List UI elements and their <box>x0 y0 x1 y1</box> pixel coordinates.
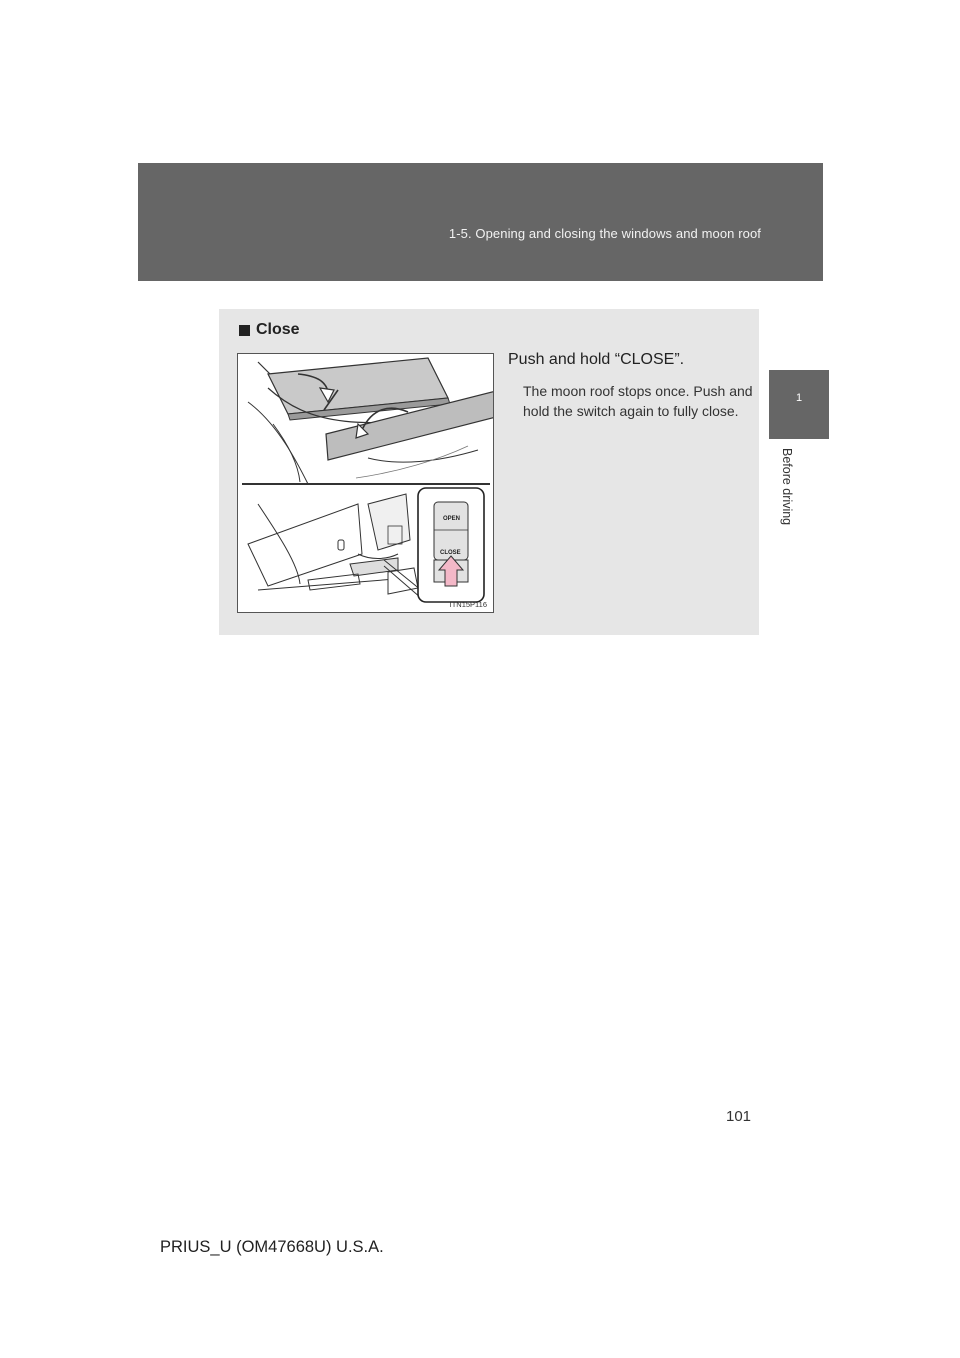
switch-close-label: CLOSE <box>440 550 461 556</box>
section-heading <box>239 321 300 339</box>
figure-code: ITN15P116 <box>449 600 487 609</box>
chapter-tab <box>769 370 829 439</box>
moon-roof-drawing <box>238 354 494 613</box>
switch-open-label: OPEN <box>443 516 461 522</box>
moon-roof-illustration <box>237 353 494 613</box>
chapter-header-bar <box>138 163 823 281</box>
step-instruction: Push and hold “CLOSE”. <box>508 351 685 368</box>
section-heading-text: Close <box>256 321 300 338</box>
page-number: 101 <box>726 1108 752 1125</box>
chapter-side-label-text: Before driving <box>780 448 794 526</box>
chapter-number: 1 <box>795 392 803 404</box>
step-description: The moon roof stops once. Push and hold the switch again to fully close. <box>523 383 753 419</box>
chapter-side-label <box>770 448 804 548</box>
document-footer: PRIUS_U (OM47668U) U.S.A. <box>160 1238 384 1256</box>
chapter-title: 1-5. Opening and closing the windows and moon roof <box>448 226 761 241</box>
close-section-panel <box>219 309 759 635</box>
square-bullet-icon <box>239 325 250 336</box>
